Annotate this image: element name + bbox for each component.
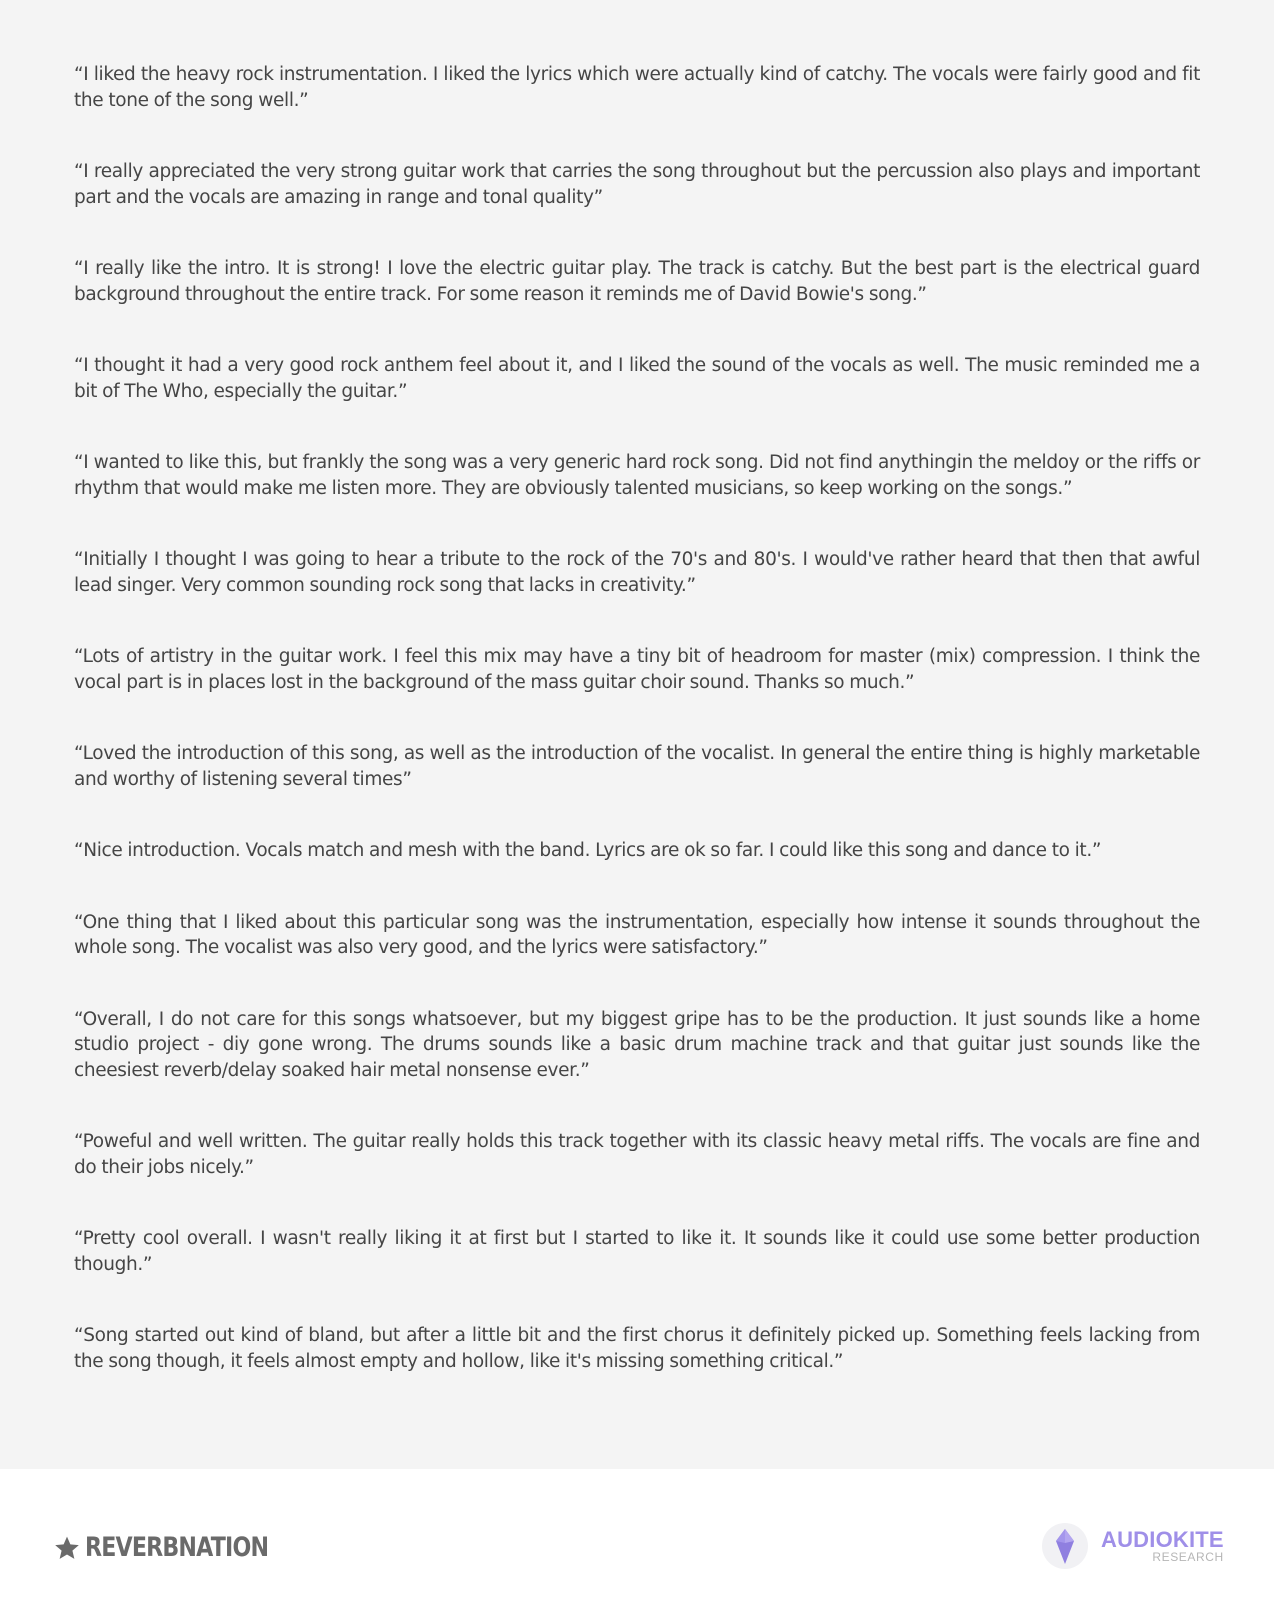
comment-item: “I liked the heavy rock instrumentation. I liked the lyrics which were actually kind of catchy. The vocals were fairly good and fit the tone of the song well.”: [74, 64, 1200, 111]
comment-item: “Initially I thought I was going to hear a tribute to the rock of the 70's and 80's. I would've rather heard that then that awful lead singer. Very common sounding rock song that lacks in creativity.”: [74, 549, 1200, 596]
comment-item: “Loved the introduction of this song, as well as the introduction of the vocalist. In general the entire thing is highly marketable and worthy of listening several times”: [74, 743, 1200, 790]
comment-item: “Overall, I do not care for this songs whatsoever, but my biggest gripe has to be the production. It just sounds like a home studio project - diy gone wrong. The drums sounds like a basic drum machine track and that guitar just sounds like the cheesiest reverb/delay soaked hair metal nonsense ever.”: [74, 1008, 1200, 1081]
kite-icon: [1041, 1522, 1089, 1570]
audiokite-subtitle: RESEARCH: [1152, 1549, 1224, 1564]
comment-item: “One thing that I liked about this particular song was the instrumentation, especially how intense it sounds throughout the whole song. The vocalist was also very good, and the lyrics were satisfactory.”: [74, 911, 1200, 958]
comment-item: “I wanted to like this, but frankly the song was a very generic hard rock song. Did not find anythingin the meldoy or the riffs or rhythm that would make me listen more. They are obviously talented musicians, so keep working on the songs.”: [74, 452, 1200, 499]
comment-item: “Poweful and well written. The guitar really holds this track together with its classic heavy metal riffs. The vocals are fine and do their jobs nicely.”: [74, 1131, 1200, 1178]
comment-item: “Pretty cool overall. I wasn't really liking it at first but I started to like it. It sounds like it could use some better production though.”: [74, 1228, 1200, 1275]
comment-list: [74, 62, 1200, 1420]
comment-item: “Lots of artistry in the guitar work. I feel this mix may have a tiny bit of headroom for master (mix) compression. I think the vocal part is in places lost in the background of the mass guitar choir sound. Thanks so much.”: [74, 646, 1200, 693]
star-icon: [54, 1535, 80, 1561]
comment-item: “I thought it had a very good rock anthem feel about it, and I liked the sound of the vocals as well. The music reminded me a bit of The Who, especially the guitar.”: [74, 355, 1200, 402]
reverbnation-wordmark: REVERBNATION: [85, 1532, 269, 1563]
comment-item: “I really appreciated the very strong guitar work that carries the song throughout but the percussion also plays and important part and the vocals are amazing in range and tonal quality”: [74, 161, 1200, 208]
audiokite-wordmark: AUDIOKITE: [1101, 1526, 1224, 1552]
comment-item: “Song started out kind of bland, but after a little bit and the first chorus it definitely picked up. Something feels lacking from the song though, it feels almost empty and hollow, like it's missing something critical.”: [74, 1325, 1200, 1372]
comment-item: “Nice introduction. Vocals match and mesh with the band. Lyrics are ok so far. I could like this song and dance to it.”: [74, 840, 1102, 861]
audiokite-logo: [1041, 1522, 1224, 1570]
comment-item: “I really like the intro. It is strong! I love the electric guitar play. The track is catchy. But the best part is the electrical guard background throughout the entire track. For some reason it reminds me of David Bowie's song.”: [74, 258, 1200, 305]
reverbnation-logo: [54, 1532, 308, 1563]
